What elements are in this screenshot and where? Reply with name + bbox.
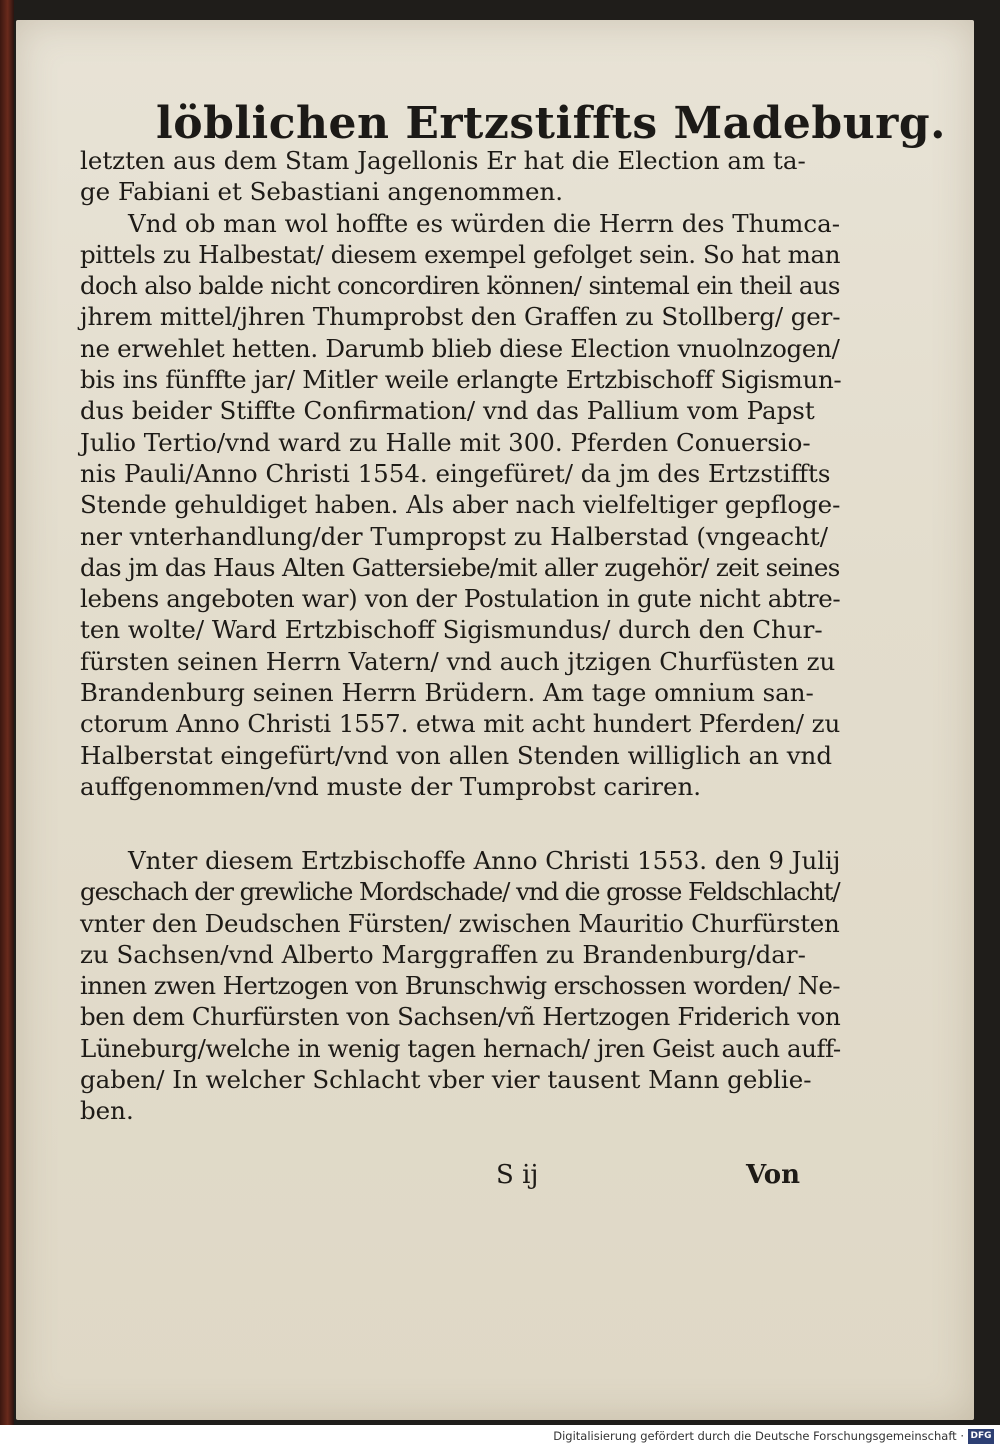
text-line: fürsten seinen Herrn Vatern/ vnd auch jtzigen Churfüsten zu: [80, 646, 836, 676]
text-line: ner vnterhandlung/der Tumpropst zu Halberstad (vngeacht/: [80, 521, 828, 551]
text-line: gaben/ In welcher Schlacht vber vier tausent Mann geblie-: [80, 1065, 812, 1095]
text-line: bis ins fünffte jar/ Mitler weile erlangte Ertzbischoff Sigismun-: [80, 365, 842, 395]
text-line: pittels zu Halbestat/ diesem exempel gefolget sein. So hat man: [80, 239, 841, 269]
text-line: innen zwen Hertzogen von Brunschwig erschossen worden/ Ne-: [80, 971, 840, 1001]
text-line: lebens angeboten war) von der Postulation in gute nicht abtre-: [80, 584, 841, 614]
catchword: Von: [746, 1160, 801, 1190]
text-line: ctorum Anno Christi 1557. etwa mit acht hundert Pferden/ zu: [80, 709, 841, 739]
text-line: Brandenburg seinen Herrn Brüdern. Am tage omnium san-: [80, 678, 814, 708]
footer-bar: [0, 1425, 1000, 1449]
text-line: Julio Tertio/vnd ward zu Halle mit 300. Pferden Conuersio-: [80, 427, 811, 457]
book-page: [16, 20, 974, 1420]
text-line: doch also balde nicht concordiren können/ sintemal ein theil aus: [80, 271, 840, 301]
text-line: Lüneburg/welche in wenig tagen hernach/ jren Geist auch auff-: [80, 1033, 841, 1063]
text-line: ge Fabiani et Sebastiani angenommen.: [80, 177, 564, 207]
funding-credit: Digitalisierung gefördert durch die Deutsche Forschungsgemeinschaft ·: [553, 1429, 964, 1443]
text-line: Halberstat eingefürt/vnd von allen Stenden williglich an vnd: [80, 740, 832, 770]
paragraph-1: [80, 145, 840, 802]
text-line: das jm das Haus Alten Gattersiebe/mit aller zugehör/ zeit seines: [80, 552, 840, 582]
text-line: ben dem Churfürsten von Sachsen/vñ Hertzogen Friderich von: [80, 1002, 841, 1032]
paragraph-2: [80, 845, 840, 1127]
text-line: ten wolte/ Ward Ertzbischoff Sigismundus/ durch den Chur-: [80, 615, 823, 645]
dfg-logo-icon: DFG: [968, 1429, 994, 1444]
signature-mark: S ij: [496, 1160, 539, 1190]
text-line: letzten aus dem Stam Jagellonis Er hat die Election am ta-: [80, 146, 806, 175]
text-line: auffgenommen/vnd muste der Tumprobst cariren.: [80, 771, 702, 801]
text-line: geschach der grewliche Mordschade/ vnd die grosse Feldschlacht/: [80, 877, 840, 907]
text-line: ben.: [80, 1096, 134, 1126]
text-line: zu Sachsen/vnd Alberto Marggraffen zu Brandenburg/dar-: [80, 939, 806, 969]
text-line: Vnd ob man wol hoffte es würden die Herrn des Thumca-: [128, 208, 840, 238]
text-line: jhrem mittel/jhren Thumprobst den Graffen zu Stollberg/ ger-: [80, 302, 841, 332]
text-line: Vnter diesem Ertzbischoffe Anno Christi 1553. den 9 Julij: [128, 846, 841, 875]
text-line: ne erwehlet hetten. Darumb blieb diese Election vnuolnzogen/: [80, 333, 840, 363]
text-line: Stende gehuldiget haben. Als aber nach vielfeltiger gepfloge-: [80, 490, 841, 520]
text-line: vnter den Deudschen Fürsten/ zwischen Mauritio Churfürsten: [80, 908, 840, 938]
text-line: dus beider Stiffte Confirmation/ vnd das Pallium vom Papst: [80, 396, 815, 426]
running-headline: löblichen Ertzstiffts Madeburg.: [156, 98, 946, 149]
book-spine-edge: [0, 0, 14, 1425]
text-line: nis Pauli/Anno Christi 1554. eingefüret/ da jm des Ertzstiffts: [80, 458, 831, 488]
